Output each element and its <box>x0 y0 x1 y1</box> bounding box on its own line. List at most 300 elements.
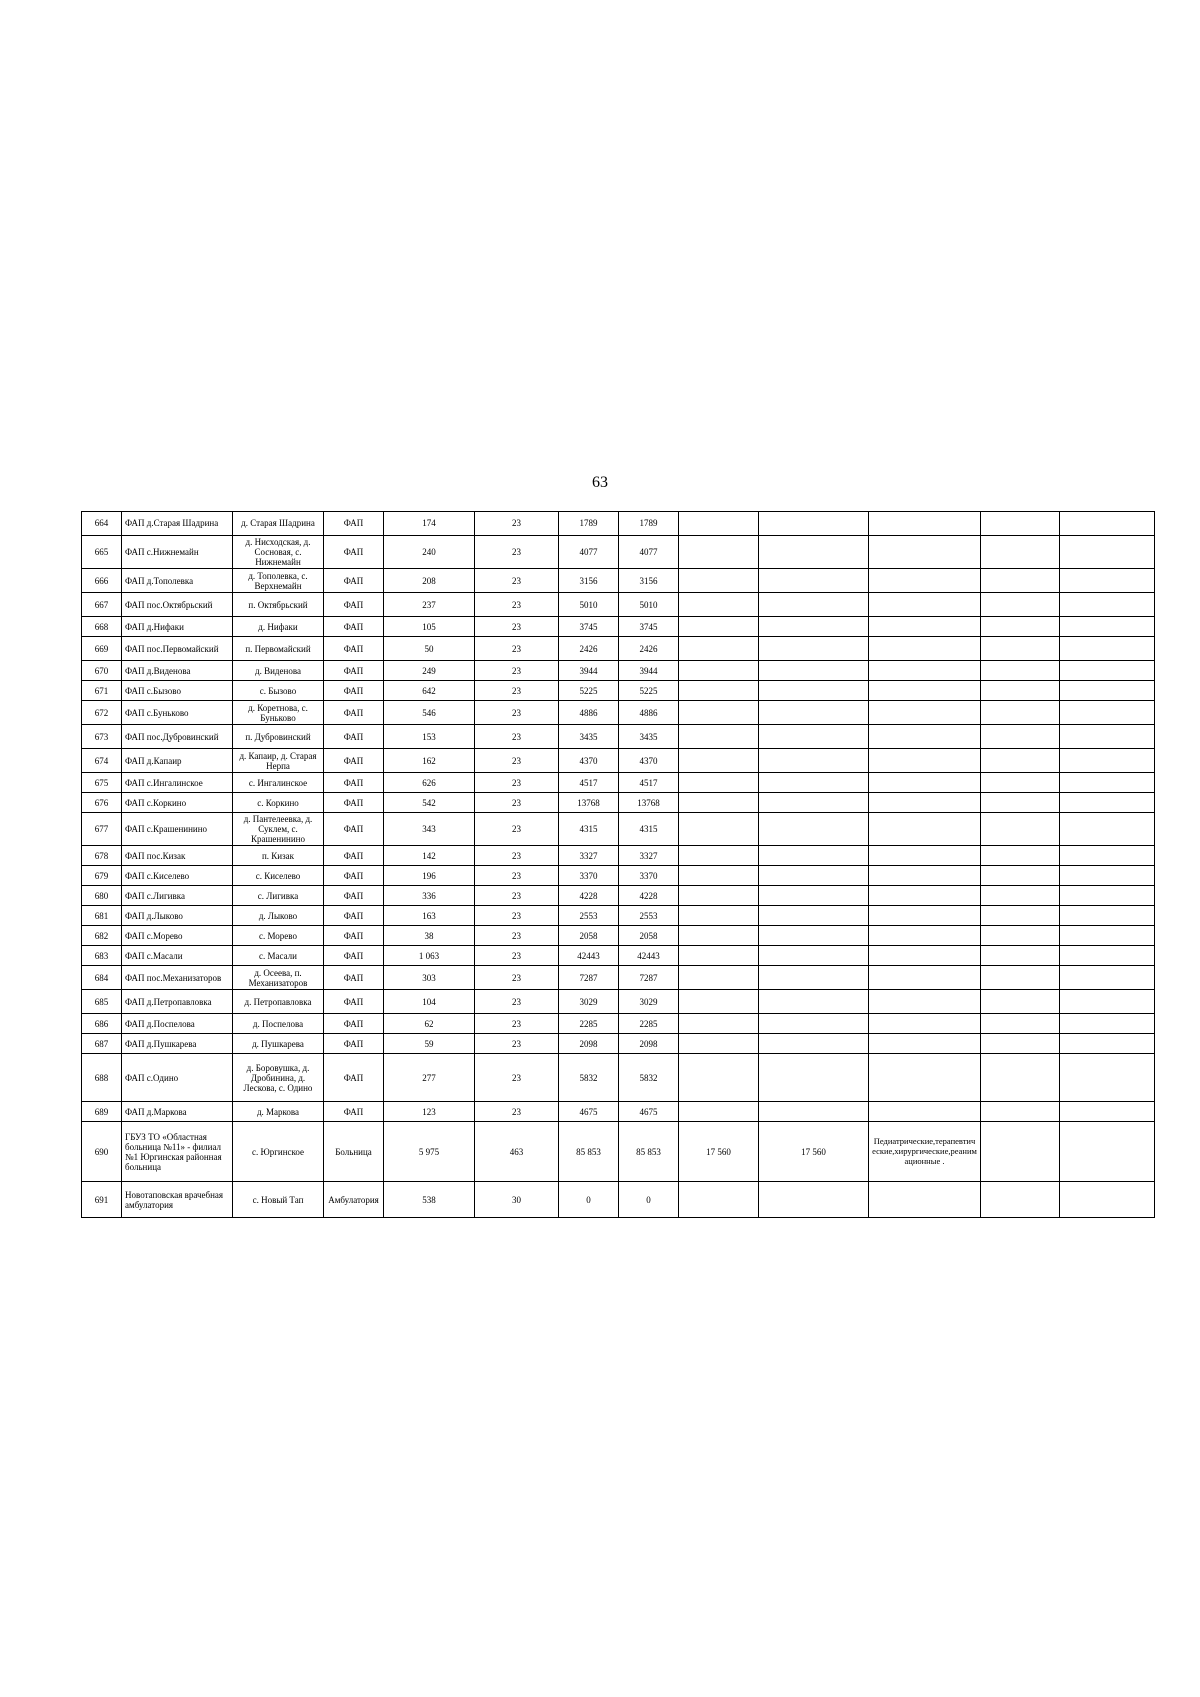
cell-population-value: 2426 <box>559 637 619 661</box>
cell-population-value: 3370 <box>559 866 619 886</box>
cell-beds-value <box>679 793 759 813</box>
cell-extra-col-2 <box>1060 701 1155 725</box>
cell-row-number: 669 <box>82 637 122 661</box>
cell-extra-col-2 <box>1060 866 1155 886</box>
cell-population-served: 4077 <box>619 536 679 569</box>
cell-extra-col-1 <box>981 661 1060 681</box>
table-row <box>82 886 1155 906</box>
cell-facility-name: ФАП с.Бызово <box>122 681 233 701</box>
cell-extra-col-2 <box>1060 617 1155 637</box>
cell-facility-type: ФАП <box>324 637 384 661</box>
cell-extra-col-2 <box>1060 813 1155 846</box>
cell-population-served: 4886 <box>619 701 679 725</box>
cell-extra-col-1 <box>981 793 1060 813</box>
cell-area-value: 62 <box>384 1014 475 1034</box>
table-row <box>82 990 1155 1014</box>
cell-population-served: 5832 <box>619 1054 679 1102</box>
cell-service-area: с. Масали <box>233 946 324 966</box>
cell-distance-value: 23 <box>475 773 559 793</box>
cell-service-area: д. Капаир, д. Старая Нерпа <box>233 749 324 773</box>
cell-facility-type: Амбулатория <box>324 1182 384 1218</box>
cell-beds-available <box>759 593 869 617</box>
cell-population-value: 7287 <box>559 966 619 990</box>
cell-beds-value <box>679 1054 759 1102</box>
cell-service-area: д. Боровушка, д. Дробинина, д. Лескова, с. Одино <box>233 1054 324 1102</box>
cell-extra-col-2 <box>1060 725 1155 749</box>
cell-area-value: 546 <box>384 701 475 725</box>
cell-row-number: 667 <box>82 593 122 617</box>
cell-profile-note <box>869 593 981 617</box>
cell-facility-name: ФАП с.Одино <box>122 1054 233 1102</box>
cell-row-number: 686 <box>82 1014 122 1034</box>
cell-row-number: 674 <box>82 749 122 773</box>
table-row <box>82 866 1155 886</box>
cell-service-area: с. Лигивка <box>233 886 324 906</box>
cell-extra-col-2 <box>1060 1182 1155 1218</box>
cell-service-area: с. Новый Тап <box>233 1182 324 1218</box>
cell-beds-available <box>759 1182 869 1218</box>
cell-facility-type: ФАП <box>324 593 384 617</box>
cell-extra-col-2 <box>1060 637 1155 661</box>
cell-service-area: д. Осеева, п. Механизаторов <box>233 966 324 990</box>
cell-distance-value: 23 <box>475 637 559 661</box>
cell-beds-available <box>759 966 869 990</box>
cell-row-number: 664 <box>82 512 122 536</box>
cell-extra-col-2 <box>1060 966 1155 990</box>
table-row <box>82 773 1155 793</box>
cell-beds-value <box>679 617 759 637</box>
cell-population-value: 2285 <box>559 1014 619 1034</box>
cell-profile-note <box>869 846 981 866</box>
cell-facility-name: ФАП с.Ингалинское <box>122 773 233 793</box>
cell-population-served: 3029 <box>619 990 679 1014</box>
cell-extra-col-1 <box>981 1034 1060 1054</box>
cell-row-number: 673 <box>82 725 122 749</box>
cell-row-number: 683 <box>82 946 122 966</box>
cell-distance-value: 23 <box>475 569 559 593</box>
cell-extra-col-2 <box>1060 1102 1155 1122</box>
cell-beds-value <box>679 1182 759 1218</box>
cell-population-served: 2553 <box>619 906 679 926</box>
cell-population-served: 4675 <box>619 1102 679 1122</box>
cell-row-number: 670 <box>82 661 122 681</box>
cell-beds-value <box>679 990 759 1014</box>
cell-beds-value <box>679 773 759 793</box>
cell-beds-value <box>679 846 759 866</box>
cell-area-value: 1 063 <box>384 946 475 966</box>
cell-service-area: с. Морево <box>233 926 324 946</box>
cell-distance-value: 23 <box>475 846 559 866</box>
cell-profile-note <box>869 946 981 966</box>
cell-area-value: 642 <box>384 681 475 701</box>
cell-row-number: 684 <box>82 966 122 990</box>
cell-profile-note <box>869 701 981 725</box>
table-row <box>82 569 1155 593</box>
cell-beds-value <box>679 725 759 749</box>
cell-beds-available <box>759 886 869 906</box>
cell-facility-name: ФАП д.Петропавловка <box>122 990 233 1014</box>
cell-beds-available: 17 560 <box>759 1122 869 1182</box>
cell-profile-note <box>869 725 981 749</box>
cell-beds-value: 17 560 <box>679 1122 759 1182</box>
cell-population-served: 3745 <box>619 617 679 637</box>
cell-extra-col-1 <box>981 681 1060 701</box>
cell-beds-available <box>759 773 869 793</box>
cell-distance-value: 23 <box>475 886 559 906</box>
cell-beds-value <box>679 946 759 966</box>
table-row <box>82 966 1155 990</box>
cell-population-served: 42443 <box>619 946 679 966</box>
cell-facility-type: ФАП <box>324 536 384 569</box>
cell-profile-note <box>869 569 981 593</box>
cell-profile-note <box>869 966 981 990</box>
cell-population-value: 3944 <box>559 661 619 681</box>
cell-beds-available <box>759 906 869 926</box>
cell-facility-name: ФАП д.Тополевка <box>122 569 233 593</box>
cell-facility-type: ФАП <box>324 990 384 1014</box>
cell-beds-available <box>759 749 869 773</box>
cell-beds-available <box>759 813 869 846</box>
cell-population-served: 5225 <box>619 681 679 701</box>
cell-profile-note <box>869 1182 981 1218</box>
cell-distance-value: 23 <box>475 701 559 725</box>
cell-facility-type: ФАП <box>324 773 384 793</box>
cell-row-number: 685 <box>82 990 122 1014</box>
cell-facility-type: ФАП <box>324 569 384 593</box>
cell-profile-note <box>869 866 981 886</box>
cell-facility-type: ФАП <box>324 946 384 966</box>
table-row <box>82 926 1155 946</box>
cell-beds-available <box>759 569 869 593</box>
cell-beds-available <box>759 661 869 681</box>
cell-extra-col-1 <box>981 813 1060 846</box>
cell-population-value: 3435 <box>559 725 619 749</box>
cell-extra-col-1 <box>981 866 1060 886</box>
cell-extra-col-2 <box>1060 593 1155 617</box>
cell-population-value: 5225 <box>559 681 619 701</box>
table-row <box>82 1122 1155 1182</box>
cell-facility-name: ФАП с.Нижнемайн <box>122 536 233 569</box>
cell-extra-col-2 <box>1060 906 1155 926</box>
cell-beds-value <box>679 1014 759 1034</box>
cell-facility-type: ФАП <box>324 1034 384 1054</box>
cell-service-area: п. Октябрьский <box>233 593 324 617</box>
cell-profile-note <box>869 773 981 793</box>
cell-facility-name: ФАП пос.Кизак <box>122 846 233 866</box>
cell-profile-note <box>869 1054 981 1102</box>
cell-area-value: 163 <box>384 906 475 926</box>
cell-profile-note <box>869 617 981 637</box>
cell-facility-name: ФАП с.Киселево <box>122 866 233 886</box>
cell-distance-value: 23 <box>475 512 559 536</box>
cell-facility-name: ФАП д.Нифаки <box>122 617 233 637</box>
cell-facility-type: ФАП <box>324 966 384 990</box>
cell-facility-name: ФАП д.Капаир <box>122 749 233 773</box>
cell-population-value: 2553 <box>559 906 619 926</box>
cell-beds-value <box>679 701 759 725</box>
cell-beds-value <box>679 906 759 926</box>
cell-service-area: д. Нифаки <box>233 617 324 637</box>
cell-service-area: д. Поспелова <box>233 1014 324 1034</box>
cell-extra-col-1 <box>981 536 1060 569</box>
medical-facilities-table <box>81 511 1155 1218</box>
cell-extra-col-2 <box>1060 1034 1155 1054</box>
cell-area-value: 105 <box>384 617 475 637</box>
cell-beds-value <box>679 866 759 886</box>
cell-beds-available <box>759 681 869 701</box>
cell-service-area: д. Нисходская, д. Сосновая, с. Нижнемайн <box>233 536 324 569</box>
cell-beds-value <box>679 593 759 617</box>
cell-extra-col-1 <box>981 725 1060 749</box>
cell-distance-value: 23 <box>475 1102 559 1122</box>
cell-facility-type: ФАП <box>324 512 384 536</box>
cell-population-value: 4675 <box>559 1102 619 1122</box>
cell-extra-col-2 <box>1060 536 1155 569</box>
table-row <box>82 1102 1155 1122</box>
cell-beds-available <box>759 725 869 749</box>
cell-facility-name: ФАП с.Буньково <box>122 701 233 725</box>
cell-facility-type: ФАП <box>324 617 384 637</box>
cell-extra-col-1 <box>981 1014 1060 1034</box>
cell-profile-note <box>869 512 981 536</box>
cell-extra-col-1 <box>981 593 1060 617</box>
cell-row-number: 668 <box>82 617 122 637</box>
cell-row-number: 691 <box>82 1182 122 1218</box>
cell-beds-available <box>759 926 869 946</box>
cell-row-number: 672 <box>82 701 122 725</box>
cell-facility-name: ФАП д.Старая Шадрина <box>122 512 233 536</box>
cell-distance-value: 23 <box>475 593 559 617</box>
cell-beds-available <box>759 536 869 569</box>
cell-distance-value: 23 <box>475 966 559 990</box>
cell-population-value: 4315 <box>559 813 619 846</box>
cell-population-value: 1789 <box>559 512 619 536</box>
cell-facility-name: ФАП с.Масали <box>122 946 233 966</box>
cell-row-number: 682 <box>82 926 122 946</box>
cell-beds-available <box>759 846 869 866</box>
cell-beds-available <box>759 1102 869 1122</box>
cell-distance-value: 23 <box>475 681 559 701</box>
cell-population-served: 4517 <box>619 773 679 793</box>
cell-population-served: 4315 <box>619 813 679 846</box>
cell-area-value: 5 975 <box>384 1122 475 1182</box>
cell-area-value: 249 <box>384 661 475 681</box>
cell-facility-name: ФАП д.Виденова <box>122 661 233 681</box>
table-row <box>82 946 1155 966</box>
cell-distance-value: 23 <box>475 1014 559 1034</box>
cell-area-value: 626 <box>384 773 475 793</box>
cell-profile-note <box>869 886 981 906</box>
cell-area-value: 162 <box>384 749 475 773</box>
cell-extra-col-2 <box>1060 793 1155 813</box>
cell-beds-value <box>679 569 759 593</box>
cell-population-value: 4886 <box>559 701 619 725</box>
table-row <box>82 512 1155 536</box>
cell-extra-col-2 <box>1060 749 1155 773</box>
cell-service-area: п. Кизак <box>233 846 324 866</box>
cell-facility-name: ФАП с.Коркино <box>122 793 233 813</box>
cell-facility-name: ФАП д.Поспелова <box>122 1014 233 1034</box>
cell-beds-available <box>759 1054 869 1102</box>
cell-service-area: д. Старая Шадрина <box>233 512 324 536</box>
cell-extra-col-1 <box>981 906 1060 926</box>
cell-beds-value <box>679 1102 759 1122</box>
cell-beds-available <box>759 617 869 637</box>
cell-service-area: д. Виденова <box>233 661 324 681</box>
cell-facility-type: ФАП <box>324 846 384 866</box>
cell-profile-note <box>869 1014 981 1034</box>
cell-distance-value: 23 <box>475 866 559 886</box>
cell-facility-name: ФАП пос.Октябрьский <box>122 593 233 617</box>
cell-extra-col-1 <box>981 617 1060 637</box>
cell-extra-col-2 <box>1060 681 1155 701</box>
cell-extra-col-1 <box>981 569 1060 593</box>
cell-service-area: д. Тополевка, с. Верхнемайн <box>233 569 324 593</box>
table-row <box>82 593 1155 617</box>
cell-extra-col-2 <box>1060 926 1155 946</box>
cell-population-served: 3435 <box>619 725 679 749</box>
cell-facility-type: ФАП <box>324 1054 384 1102</box>
cell-facility-type: ФАП <box>324 1102 384 1122</box>
cell-facility-type: ФАП <box>324 906 384 926</box>
cell-facility-name: ФАП д.Маркова <box>122 1102 233 1122</box>
cell-row-number: 675 <box>82 773 122 793</box>
cell-extra-col-1 <box>981 846 1060 866</box>
cell-profile-note <box>869 813 981 846</box>
table-row <box>82 906 1155 926</box>
cell-area-value: 174 <box>384 512 475 536</box>
cell-profile-note <box>869 536 981 569</box>
table-row <box>82 701 1155 725</box>
table-row <box>82 681 1155 701</box>
cell-beds-available <box>759 701 869 725</box>
cell-facility-name: Новотаповская врачебная амбулатория <box>122 1182 233 1218</box>
cell-population-value: 85 853 <box>559 1122 619 1182</box>
cell-row-number: 679 <box>82 866 122 886</box>
cell-service-area: с. Юргинское <box>233 1122 324 1182</box>
cell-extra-col-1 <box>981 512 1060 536</box>
cell-service-area: д. Лыково <box>233 906 324 926</box>
cell-area-value: 59 <box>384 1034 475 1054</box>
cell-profile-note <box>869 681 981 701</box>
cell-population-served: 4228 <box>619 886 679 906</box>
cell-profile-note <box>869 637 981 661</box>
cell-population-value: 4517 <box>559 773 619 793</box>
table-row <box>82 617 1155 637</box>
cell-population-value: 0 <box>559 1182 619 1218</box>
cell-facility-name: ФАП д.Пушкарева <box>122 1034 233 1054</box>
cell-extra-col-2 <box>1060 846 1155 866</box>
cell-row-number: 680 <box>82 886 122 906</box>
cell-profile-note <box>869 749 981 773</box>
table-row <box>82 637 1155 661</box>
cell-row-number: 671 <box>82 681 122 701</box>
table-row <box>82 1034 1155 1054</box>
table-row <box>82 725 1155 749</box>
cell-area-value: 336 <box>384 886 475 906</box>
cell-facility-type: ФАП <box>324 886 384 906</box>
cell-profile-note <box>869 1102 981 1122</box>
cell-extra-col-1 <box>981 1182 1060 1218</box>
cell-extra-col-1 <box>981 1054 1060 1102</box>
cell-beds-available <box>759 990 869 1014</box>
cell-row-number: 665 <box>82 536 122 569</box>
cell-population-served: 2098 <box>619 1034 679 1054</box>
cell-distance-value: 23 <box>475 536 559 569</box>
cell-facility-type: ФАП <box>324 725 384 749</box>
cell-extra-col-2 <box>1060 990 1155 1014</box>
cell-extra-col-1 <box>981 701 1060 725</box>
cell-row-number: 666 <box>82 569 122 593</box>
cell-population-value: 3745 <box>559 617 619 637</box>
cell-extra-col-1 <box>981 926 1060 946</box>
cell-profile-note <box>869 990 981 1014</box>
cell-service-area: д. Пантелеевка, д. Суклем, с. Крашенинино <box>233 813 324 846</box>
cell-facility-name: ГБУЗ ТО «Областная больница №11» - филиал №1 Юргинская районная больница <box>122 1122 233 1182</box>
cell-population-served: 3944 <box>619 661 679 681</box>
cell-beds-value <box>679 637 759 661</box>
cell-row-number: 688 <box>82 1054 122 1102</box>
cell-area-value: 277 <box>384 1054 475 1102</box>
cell-row-number: 689 <box>82 1102 122 1122</box>
cell-extra-col-1 <box>981 886 1060 906</box>
cell-population-value: 3029 <box>559 990 619 1014</box>
cell-row-number: 678 <box>82 846 122 866</box>
cell-beds-available <box>759 793 869 813</box>
cell-population-value: 3156 <box>559 569 619 593</box>
table-row <box>82 1014 1155 1034</box>
cell-population-value: 2058 <box>559 926 619 946</box>
cell-area-value: 123 <box>384 1102 475 1122</box>
cell-beds-value <box>679 1034 759 1054</box>
cell-population-value: 42443 <box>559 946 619 966</box>
cell-population-value: 5832 <box>559 1054 619 1102</box>
cell-population-value: 13768 <box>559 793 619 813</box>
cell-facility-name: ФАП пос.Механизаторов <box>122 966 233 990</box>
cell-service-area: с. Киселево <box>233 866 324 886</box>
cell-area-value: 208 <box>384 569 475 593</box>
cell-distance-value: 23 <box>475 906 559 926</box>
cell-profile-note <box>869 793 981 813</box>
cell-facility-type: ФАП <box>324 749 384 773</box>
cell-distance-value: 23 <box>475 1034 559 1054</box>
cell-population-served: 7287 <box>619 966 679 990</box>
cell-extra-col-1 <box>981 1122 1060 1182</box>
cell-population-served: 3327 <box>619 846 679 866</box>
table-row <box>82 1054 1155 1102</box>
cell-beds-value <box>679 813 759 846</box>
cell-distance-value: 23 <box>475 725 559 749</box>
cell-population-served: 13768 <box>619 793 679 813</box>
cell-extra-col-2 <box>1060 512 1155 536</box>
cell-population-served: 2426 <box>619 637 679 661</box>
cell-beds-available <box>759 637 869 661</box>
cell-population-value: 3327 <box>559 846 619 866</box>
cell-beds-value <box>679 966 759 990</box>
cell-facility-name: ФАП с.Крашенинино <box>122 813 233 846</box>
cell-population-served: 0 <box>619 1182 679 1218</box>
cell-area-value: 303 <box>384 966 475 990</box>
cell-extra-col-1 <box>981 637 1060 661</box>
cell-facility-name: ФАП с.Морево <box>122 926 233 946</box>
table-row <box>82 1182 1155 1218</box>
cell-population-value: 5010 <box>559 593 619 617</box>
page-number: 63 <box>592 474 608 491</box>
cell-extra-col-1 <box>981 1102 1060 1122</box>
cell-facility-type: ФАП <box>324 701 384 725</box>
table-body <box>82 512 1155 1218</box>
cell-facility-name: ФАП пос.Дубровинский <box>122 725 233 749</box>
